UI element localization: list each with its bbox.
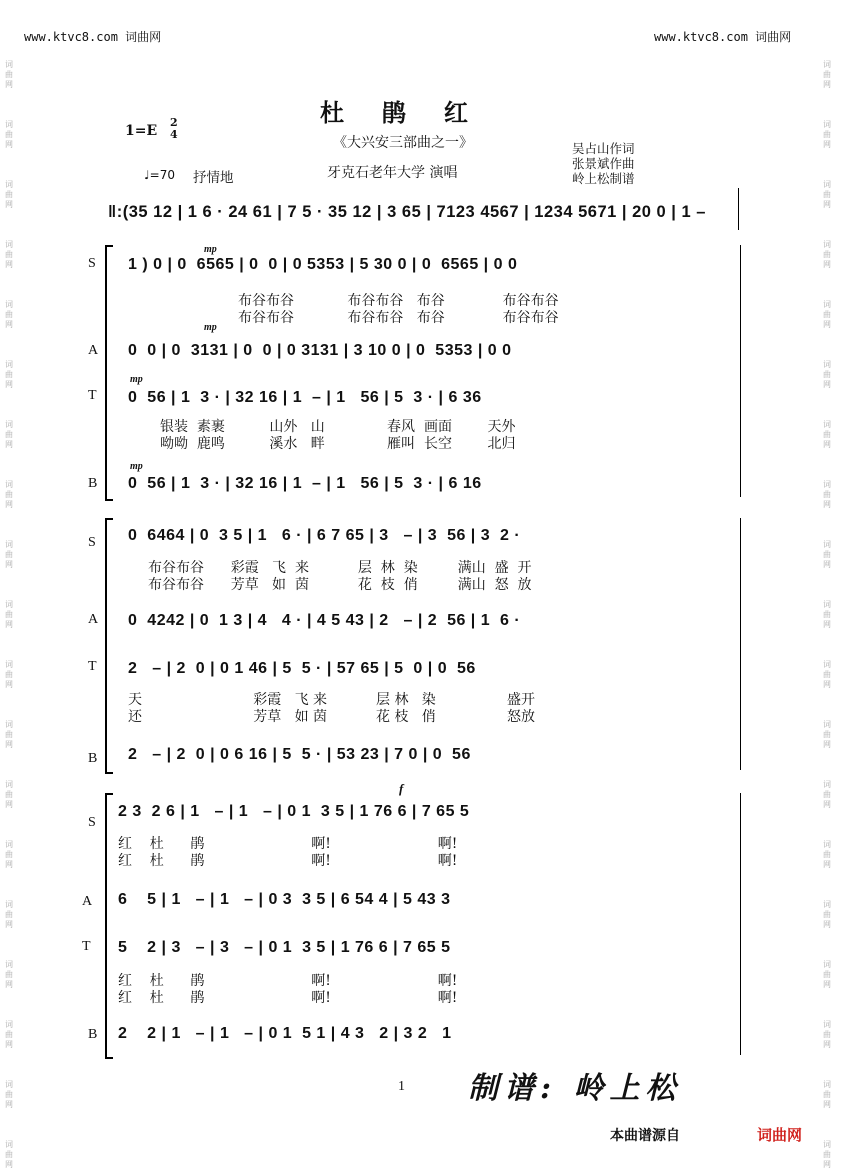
watermark-glyph: 曲 (5, 70, 13, 79)
system3-tenor-lyric1: 红 杜 鹃 啊! 啊! (118, 973, 458, 989)
source-label: 本曲谱源自 (610, 1128, 680, 1144)
watermark-glyph: 曲 (5, 910, 13, 919)
watermark-glyph: 网 (823, 800, 831, 809)
system1-tenor-lyric2: 呦呦 鹿鸣 溪水 畔 雁叫 长空 北归 (160, 436, 516, 452)
watermark-glyph: 词 (823, 180, 831, 189)
watermark-glyph: 词 (823, 360, 831, 369)
watermark-glyph: 词 (823, 1080, 831, 1089)
key-signature: 1=E (125, 123, 158, 139)
watermark-glyph: 曲 (823, 310, 831, 319)
time-denominator: 4 (170, 128, 178, 141)
watermark-glyph: 词 (5, 1020, 13, 1029)
watermark-glyph: 词 (823, 900, 831, 909)
watermark-glyph: 网 (823, 440, 831, 449)
system2-soprano-lyric2: 布谷布谷 芳草 如 茵 花 枝 俏 满山 怒 放 (148, 577, 532, 593)
watermark-glyph: 词 (823, 780, 831, 789)
intro-staff-end (738, 188, 739, 230)
watermark-glyph: 网 (823, 1160, 831, 1169)
watermark-glyph: 曲 (823, 250, 831, 259)
right-watermark-strip (822, 0, 838, 1171)
watermark-glyph: 网 (5, 1100, 13, 1109)
lyricist: 吴占山作词 (572, 141, 635, 156)
watermark-glyph: 网 (823, 680, 831, 689)
system1-tenor-lyric1: 银装 素裹 山外 山 春风 画面 天外 (160, 419, 516, 435)
watermark-glyph: 网 (823, 380, 831, 389)
watermark-glyph: 词 (823, 300, 831, 309)
system3-tenor: 5 2 | 3 – | 3 – | 0 1 3 5 | 1 76 6 | 7 65 5 (118, 939, 451, 956)
watermark-glyph: 词 (5, 600, 13, 609)
watermark-glyph: 曲 (5, 430, 13, 439)
voice-label-s2: S (88, 535, 96, 550)
system2-tenor: 2 – | 2 0 | 0 1 46 | 5 5 · | 57 65 | 5 0 | 0 56 (128, 660, 476, 677)
watermark-glyph: 曲 (823, 790, 831, 799)
watermark-glyph: 网 (5, 860, 13, 869)
voice-label-b3: B (88, 1027, 98, 1042)
watermark-glyph: 网 (5, 440, 13, 449)
system3-soprano-lyric1: 红 杜 鹃 啊! 啊! (118, 836, 458, 852)
watermark-glyph: 网 (5, 1160, 13, 1169)
site-url-left[interactable]: www.ktvc8.com 词曲网 (24, 30, 162, 44)
watermark-glyph: 网 (5, 200, 13, 209)
voice-label-a2: A (88, 612, 99, 627)
composer: 张景斌作曲 (572, 156, 635, 171)
watermark-glyph: 曲 (823, 490, 831, 499)
watermark-glyph: 曲 (823, 670, 831, 679)
watermark-glyph: 网 (5, 500, 13, 509)
system3-soprano-lyric2: 红 杜 鹃 啊! 啊! (118, 853, 458, 869)
system2-soprano: 0 6464 | 0 3 5 | 1 6 · | 6 7 65 | 3 – | 3 56 | 3 2 · (128, 527, 521, 544)
system3-soprano: 2 3 2 6 | 1 – | 1 – | 0 1 3 5 | 1 76 6 | 7 65 5 (118, 803, 470, 820)
system1-bass: 0 56 | 1 3 · | 32 16 | 1 – | 1 56 | 5 3 · | 6 16 (128, 475, 482, 492)
watermark-glyph: 词 (5, 720, 13, 729)
system1-soprano-lyric2: 布谷布谷 布谷布谷 布谷 布谷布谷 (238, 310, 559, 326)
watermark-glyph: 曲 (823, 1150, 831, 1159)
watermark-glyph: 网 (5, 680, 13, 689)
system2-end-bar (740, 518, 741, 770)
arranger: 岭上松制谱 (572, 171, 635, 186)
page-number: 1 (398, 1079, 405, 1094)
watermark-glyph: 曲 (5, 610, 13, 619)
song-subtitle: 《大兴安三部曲之一》 (333, 135, 473, 151)
performer: 牙克石老年大学 演唱 (327, 165, 458, 181)
watermark-glyph: 词 (5, 240, 13, 249)
watermark-glyph: 词 (5, 60, 13, 69)
time-numerator: 2 (170, 116, 178, 129)
watermark-glyph: 曲 (823, 730, 831, 739)
watermark-glyph: 曲 (823, 850, 831, 859)
voice-label-b2: B (88, 751, 98, 766)
watermark-glyph: 词 (823, 60, 831, 69)
watermark-glyph: 网 (823, 1040, 831, 1049)
watermark-glyph: 曲 (5, 970, 13, 979)
watermark-glyph: 网 (823, 920, 831, 929)
watermark-glyph: 词 (823, 1140, 831, 1149)
system3-bass: 2 2 | 1 – | 1 – | 0 1 5 1 | 4 3 2 | 3 2 1 (118, 1025, 452, 1042)
watermark-glyph: 曲 (5, 1150, 13, 1159)
intro-notation: ‖:(35 12 | 1 6 · 24 61 | 7 5 · 35 12 | 3 65 | 7123 4567 | 1234 5671 | 20 0 | 1 – (108, 203, 706, 221)
system3-tenor-lyric2: 红 杜 鹃 啊! 啊! (118, 990, 458, 1006)
watermark-glyph: 词 (5, 540, 13, 549)
watermark-glyph: 曲 (5, 370, 13, 379)
voice-label-s3: S (88, 815, 96, 830)
watermark-glyph: 曲 (5, 730, 13, 739)
tempo-marking: ♩=70 (144, 168, 175, 182)
watermark-glyph: 网 (5, 1040, 13, 1049)
watermark-glyph: 网 (823, 860, 831, 869)
system3-alto: 6 5 | 1 – | 1 – | 0 3 3 5 | 6 54 4 | 5 43 3 (118, 891, 451, 908)
watermark-glyph: 词 (823, 960, 831, 969)
watermark-glyph: 曲 (5, 490, 13, 499)
voice-label-t3: T (82, 939, 91, 954)
dynamic-f: f (399, 781, 404, 796)
voice-label-b: B (88, 476, 98, 491)
watermark-glyph: 曲 (5, 250, 13, 259)
watermark-glyph: 网 (823, 560, 831, 569)
system1-tenor: 0 56 | 1 3 · | 32 16 | 1 – | 1 56 | 5 3 · | 6 36 (128, 389, 482, 406)
watermark-glyph: 词 (5, 1080, 13, 1089)
voice-label-s: S (88, 256, 96, 271)
watermark-glyph: 词 (823, 540, 831, 549)
watermark-glyph: 词 (5, 780, 13, 789)
voice-label-a3: A (82, 894, 93, 909)
watermark-glyph: 词 (823, 480, 831, 489)
watermark-glyph: 曲 (5, 550, 13, 559)
system1-brace (105, 245, 113, 501)
watermark-glyph: 网 (5, 260, 13, 269)
system2-brace (105, 518, 113, 774)
watermark-glyph: 网 (823, 260, 831, 269)
source-brand-logo[interactable]: 词曲网 (757, 1126, 803, 1144)
dynamic-mp-tenor: mp (130, 374, 143, 385)
watermark-glyph: 曲 (5, 1030, 13, 1039)
watermark-glyph: 曲 (5, 310, 13, 319)
watermark-glyph: 网 (5, 620, 13, 629)
watermark-glyph: 曲 (823, 910, 831, 919)
dynamic-mp-bass: mp (130, 461, 143, 472)
watermark-glyph: 曲 (823, 370, 831, 379)
watermark-glyph: 网 (823, 740, 831, 749)
time-signature (170, 117, 178, 141)
voice-label-t2: T (88, 659, 97, 674)
expression-marking: 抒情地 (193, 170, 234, 186)
watermark-glyph: 网 (823, 500, 831, 509)
watermark-glyph: 曲 (823, 1090, 831, 1099)
system1-soprano: 1 ) 0 | 0 6565 | 0 0 | 0 5353 | 5 30 0 | 0 6565 | 0 0 (128, 256, 518, 273)
watermark-glyph: 网 (823, 620, 831, 629)
watermark-glyph: 曲 (5, 850, 13, 859)
watermark-glyph: 词 (823, 720, 831, 729)
arranger-signature: 制谱: 岭上松 (468, 1071, 682, 1106)
voice-label-t: T (88, 388, 97, 403)
watermark-glyph: 曲 (5, 790, 13, 799)
system2-tenor-lyric2: 还 芳草 如 茵 花 枝 俏 怒放 (128, 709, 536, 725)
watermark-glyph: 词 (5, 840, 13, 849)
watermark-glyph: 网 (823, 200, 831, 209)
system2-alto: 0 4242 | 0 1 3 | 4 4 · | 4 5 43 | 2 – | 2 56 | 1 6 · (128, 612, 521, 629)
watermark-glyph: 词 (5, 960, 13, 969)
system1-soprano-lyric1: 布谷布谷 布谷布谷 布谷 布谷布谷 (238, 293, 559, 309)
watermark-glyph: 网 (5, 80, 13, 89)
watermark-glyph: 曲 (5, 130, 13, 139)
system2-tenor-lyric1: 天 彩霞 飞 来 层 林 染 盛开 (128, 692, 536, 708)
watermark-glyph: 曲 (823, 610, 831, 619)
watermark-glyph: 网 (5, 320, 13, 329)
watermark-glyph: 曲 (823, 70, 831, 79)
watermark-glyph: 词 (5, 300, 13, 309)
watermark-glyph: 曲 (5, 1090, 13, 1099)
song-title: 杜鹃红 (320, 98, 506, 127)
voice-label-a: A (88, 343, 99, 358)
watermark-glyph: 词 (5, 660, 13, 669)
watermark-glyph: 词 (5, 480, 13, 489)
watermark-glyph: 词 (823, 840, 831, 849)
watermark-glyph: 曲 (823, 1030, 831, 1039)
watermark-glyph: 网 (5, 800, 13, 809)
watermark-glyph: 网 (823, 320, 831, 329)
watermark-glyph: 曲 (5, 190, 13, 199)
dynamic-mp-alto: mp (204, 322, 217, 333)
watermark-glyph: 词 (5, 900, 13, 909)
watermark-glyph: 曲 (823, 430, 831, 439)
dynamic-mp-soprano: mp (204, 244, 217, 255)
site-url-right[interactable]: www.ktvc8.com 词曲网 (654, 30, 792, 44)
watermark-glyph: 词 (823, 420, 831, 429)
watermark-glyph: 网 (823, 140, 831, 149)
watermark-glyph: 曲 (823, 190, 831, 199)
system1-end-bar (740, 245, 741, 497)
watermark-glyph: 网 (823, 980, 831, 989)
watermark-glyph: 词 (5, 360, 13, 369)
watermark-glyph: 曲 (5, 670, 13, 679)
watermark-glyph: 网 (823, 80, 831, 89)
watermark-glyph: 词 (823, 240, 831, 249)
watermark-glyph: 词 (5, 420, 13, 429)
system2-soprano-lyric1: 布谷布谷 彩霞 飞 来 层 林 染 满山 盛 开 (148, 560, 532, 576)
system1-alto: 0 0 | 0 3131 | 0 0 | 0 3131 | 3 10 0 | 0 5353 | 0 0 (128, 342, 512, 359)
left-watermark-strip (4, 0, 20, 1171)
system3-brace (105, 793, 113, 1059)
watermark-glyph: 网 (5, 380, 13, 389)
system3-end-bar (740, 793, 741, 1055)
watermark-glyph: 词 (823, 1020, 831, 1029)
watermark-glyph: 网 (5, 980, 13, 989)
watermark-glyph: 词 (5, 1140, 13, 1149)
watermark-glyph: 词 (5, 120, 13, 129)
watermark-glyph: 词 (5, 180, 13, 189)
watermark-glyph: 曲 (823, 550, 831, 559)
watermark-glyph: 词 (823, 660, 831, 669)
watermark-glyph: 曲 (823, 970, 831, 979)
watermark-glyph: 词 (823, 120, 831, 129)
system2-bass: 2 – | 2 0 | 0 6 16 | 5 5 · | 53 23 | 7 0 | 0 56 (128, 746, 471, 763)
watermark-glyph: 网 (823, 1100, 831, 1109)
watermark-glyph: 网 (5, 560, 13, 569)
watermark-glyph: 网 (5, 920, 13, 929)
watermark-glyph: 曲 (823, 130, 831, 139)
watermark-glyph: 词 (823, 600, 831, 609)
watermark-glyph: 网 (5, 140, 13, 149)
watermark-glyph: 网 (5, 740, 13, 749)
